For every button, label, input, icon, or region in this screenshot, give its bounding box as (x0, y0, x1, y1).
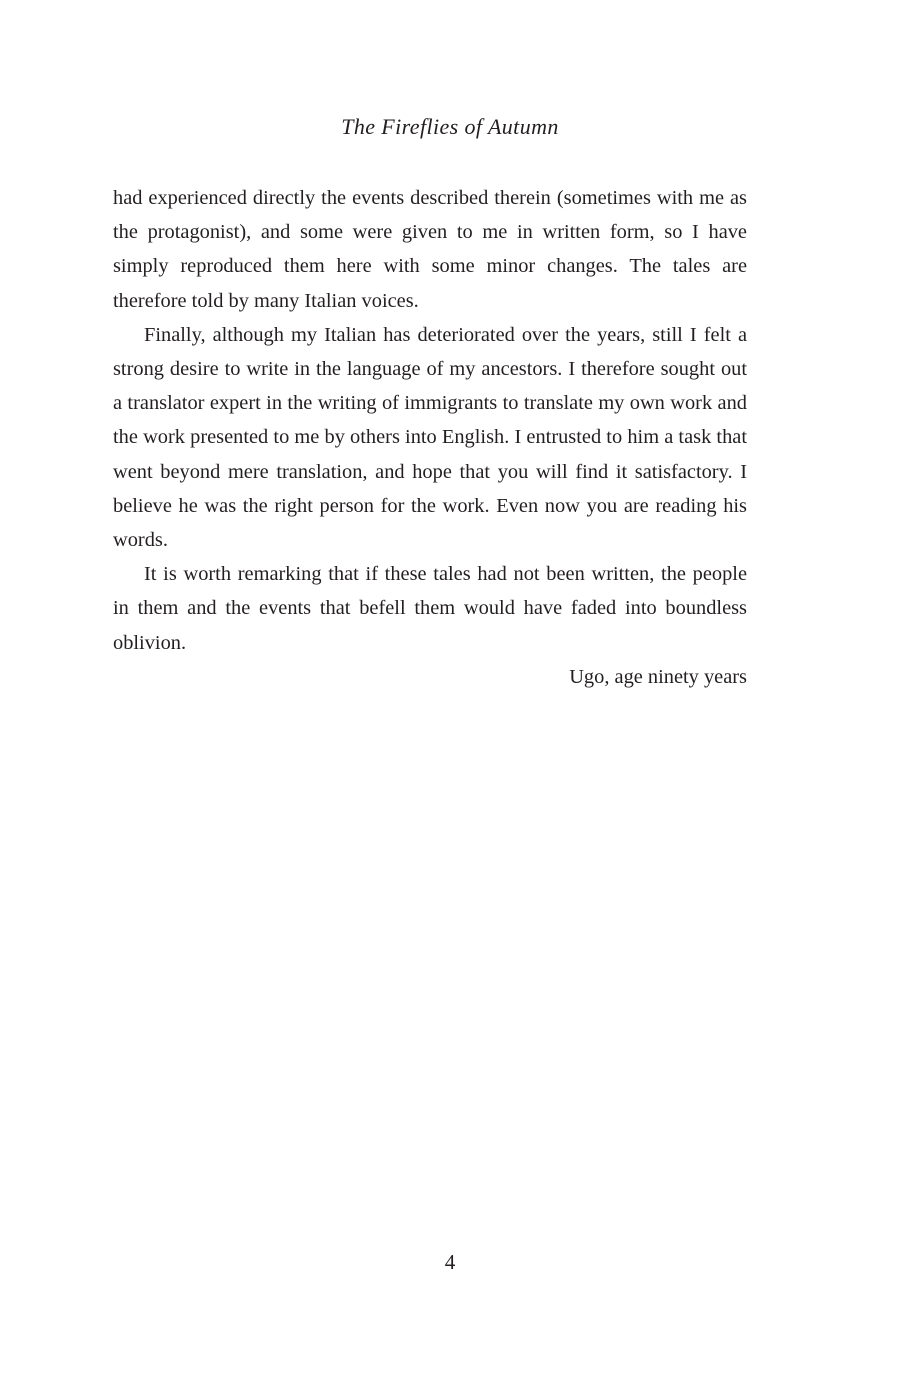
paragraph-continuation: had experienced directly the events described therein (sometimes with me as the protagonist), and some were given to me in written form, so I have simply reproduced them here with some minor changes. The tales are therefore told by many Italian voices. (113, 187, 747, 312)
paragraph-translation: Finally, although my Italian has deteriorated over the years, still I felt a strong desire to write in the language of my ancestors. I therefore sought out a translator expert in the writing of immigrants to translate my own work and the work presented to me by others into English. I entrusted to him a task that went beyond mere translation, and hope that you will find it satisfactory. I believe he was the right person for the work. Even now you are reading his words. (113, 323, 747, 552)
author-signature: Ugo, age ninety years (569, 665, 747, 688)
page-number: 4 (444, 1250, 456, 1274)
running-head: The Fireflies of Autumn (341, 114, 559, 139)
body-text (113, 181, 747, 694)
paragraph-oblivion: It is worth remarking that if these tales had not been written, the people in them and the events that befell them would have faded into boundless oblivion. (113, 563, 747, 654)
